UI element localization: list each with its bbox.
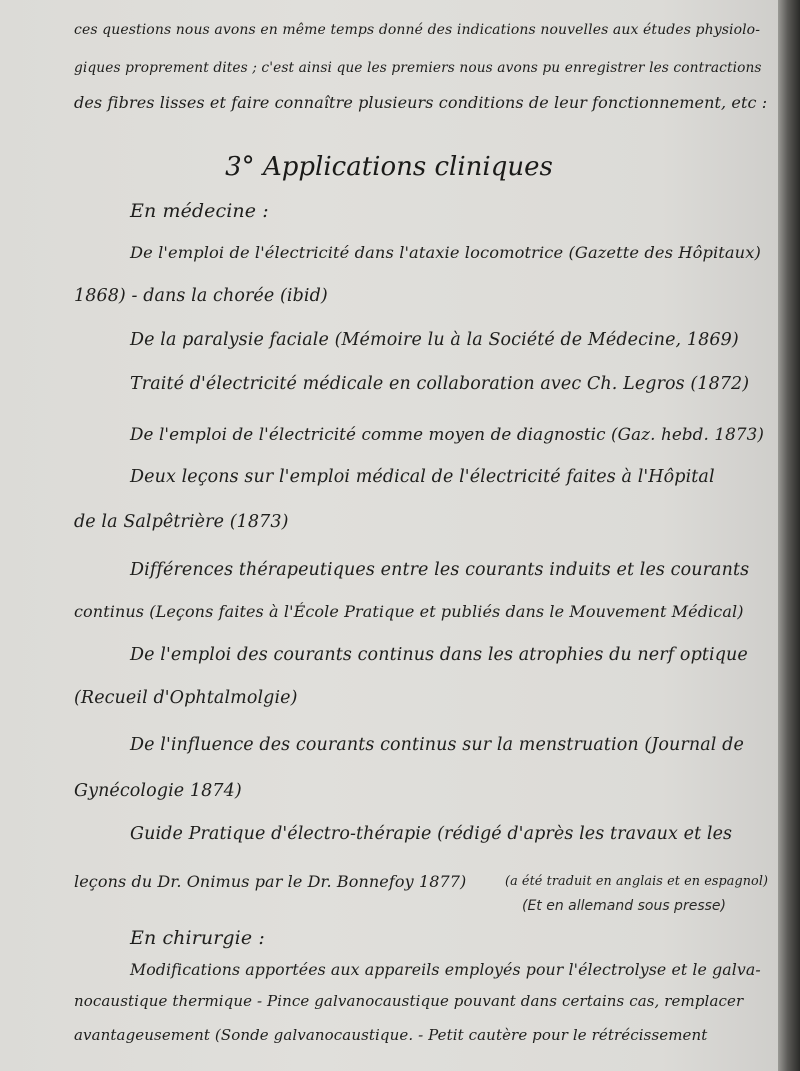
medicine-line-14: Guide Pratique d'électro-thérapie (rédigé d'après les travaux et les — [130, 824, 733, 844]
section-heading: 3° Applications cliniques — [225, 152, 553, 182]
medicine-line-7: de la Salpêtrière (1873) — [74, 512, 289, 532]
medicine-line-5: De l'emploi de l'électricité comme moyen de diagnostic (Gaz. hebd. 1873) — [130, 424, 765, 444]
surgery-line-1: Modifications apportées aux appareils employés pour l'électrolyse et le galva- — [130, 960, 761, 979]
book-binding-edge — [778, 0, 800, 1071]
medicine-line-3: De la paralysie faciale (Mémoire lu à la Société de Médecine, 1869) — [130, 330, 739, 350]
medicine-line-6: Deux leçons sur l'emploi médical de l'électricité faites à l'Hôpital — [130, 467, 715, 487]
intro-line-2: giques proprement dites ; c'est ainsi que les premiers nous avons pu enregistrer les contractions — [74, 60, 762, 76]
medicine-line-9: continus (Leçons faites à l'École Pratique et publiés dans le Mouvement Médical) — [74, 602, 744, 621]
medicine-line-11: (Recueil d'Ophtalmolgie) — [74, 688, 298, 708]
medicine-line-2: 1868) - dans la chorée (ibid) — [74, 286, 328, 306]
intro-line-3: des fibres lisses et faire connaître plusieurs conditions de leur fonctionnement, etc : — [74, 93, 768, 112]
surgery-line-2: nocaustique thermique - Pince galvanocaustique pouvant dans certains cas, remplacer — [74, 992, 744, 1010]
medicine-line-15: leçons du Dr. Onimus par le Dr. Bonnefoy 1877) — [74, 872, 467, 891]
medicine-line-8: Différences thérapeutiques entre les courants induits et les courants — [130, 560, 750, 580]
medicine-label: En médecine : — [130, 200, 269, 222]
surgery-label: En chirurgie : — [130, 927, 265, 949]
medicine-line-1: De l'emploi de l'électricité dans l'ataxie locomotrice (Gazette des Hôpitaux) — [130, 243, 761, 262]
translation-note: (a été traduit en anglais et en espagnol) — [505, 874, 769, 889]
medicine-line-4: Traité d'électricité médicale en collaboration avec Ch. Legros (1872) — [130, 374, 750, 394]
handwritten-annotation: (Et en allemand sous presse) — [522, 898, 726, 914]
intro-line-1: ces questions nous avons en même temps donné des indications nouvelles aux études physiolo- — [74, 22, 761, 38]
surgery-line-3: avantageusement (Sonde galvanocaustique. - Petit cautère pour le rétrécissement — [74, 1026, 708, 1044]
medicine-line-13: Gynécologie 1874) — [74, 781, 242, 801]
medicine-line-12: De l'influence des courants continus sur la menstruation (Journal de — [130, 735, 744, 755]
medicine-line-10: De l'emploi des courants continus dans les atrophies du nerf optique — [130, 645, 748, 665]
